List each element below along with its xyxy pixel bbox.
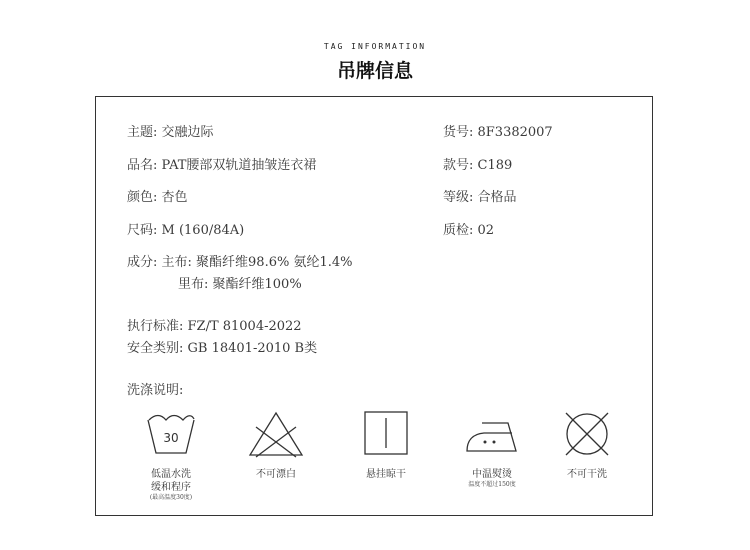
- safety-line: 安全类别: GB 18401-2010 B类: [127, 341, 318, 356]
- iron-medium-icon: [464, 417, 520, 457]
- do-not-dry-clean-icon: [564, 411, 610, 457]
- composition-lining-line: 里布: 聚酯纤维100%: [178, 277, 302, 292]
- standard-line: 执行标准: FZ/T 81004-2022: [127, 319, 302, 334]
- inspection-line: 质检: 02: [443, 223, 495, 238]
- care-caption-dry-clean: 不可干洗: [567, 469, 607, 480]
- do-not-bleach-icon: [246, 409, 306, 459]
- wash-tub-30-icon: [146, 411, 196, 457]
- care-caption-iron: 中温熨烫 温度不超过150度: [468, 469, 516, 488]
- header-subtitle: TAG INFORMATION: [323, 42, 427, 51]
- style-no-line: 款号: C189: [443, 158, 513, 173]
- composition-main-line: 成分: 主布: 聚酯纤维98.6% 氨纶1.4%: [127, 255, 353, 270]
- size-line: 尺码: M (160/84A): [127, 223, 245, 238]
- washing-title: 洗涤说明:: [127, 383, 184, 398]
- care-caption-bleach: 不可漂白: [256, 469, 296, 480]
- page-title: 吊牌信息: [336, 60, 413, 82]
- product-name-line: 品名: PAT腰部双轨道抽皱连衣裙: [127, 158, 317, 173]
- tag-card: [95, 96, 653, 516]
- line-dry-icon: [364, 411, 408, 455]
- care-caption-dry: 悬挂晾干: [366, 469, 406, 480]
- grade-line: 等级: 合格品: [443, 190, 517, 205]
- care-caption-wash: 低温水洗 缓和程序 (最高温度30度): [149, 469, 193, 501]
- wash-temp-label: 30: [163, 431, 179, 445]
- item-no-line: 货号: 8F3382007: [443, 125, 553, 140]
- color-line: 颜色: 杏色: [127, 190, 188, 205]
- theme-line: 主题: 交融边际: [127, 125, 214, 140]
